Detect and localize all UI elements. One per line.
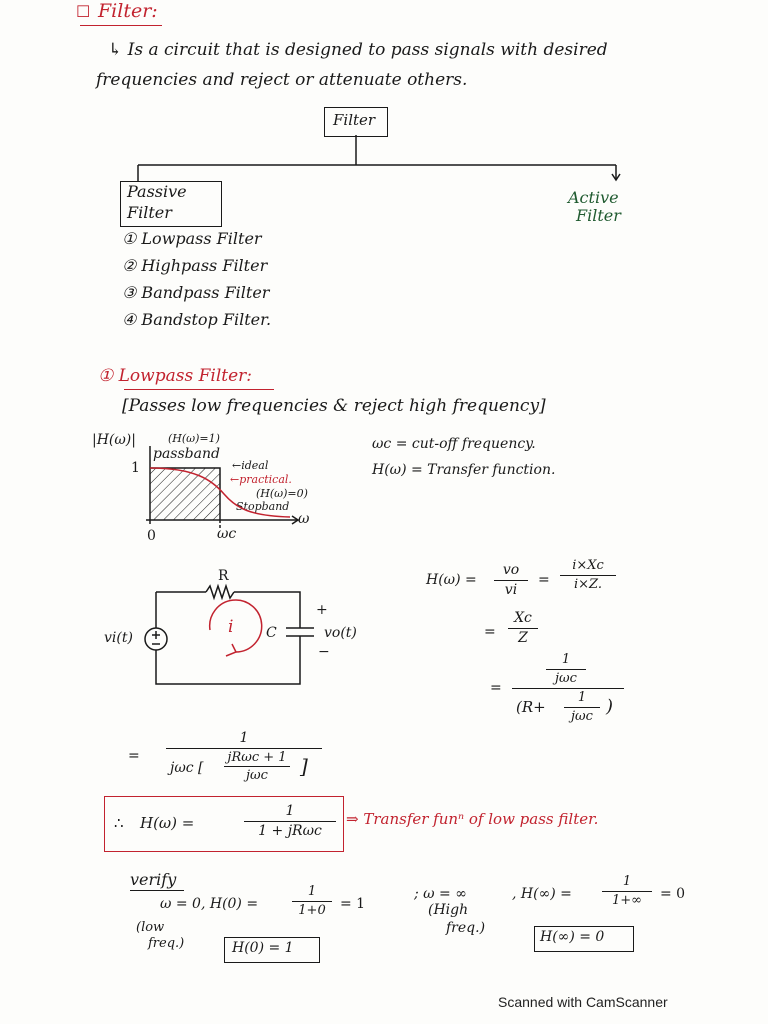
equals-2: = — [484, 624, 496, 640]
output-voltage-label: vo(t) — [324, 625, 357, 641]
fraction-vi: vi — [504, 581, 518, 598]
result-note: ⇒ Transfer funⁿ of low pass filter. — [346, 810, 599, 828]
f5-num: 1 — [577, 690, 587, 706]
title-checkbox-icon: ☐ — [76, 2, 91, 21]
g-prefix: jωc [ — [170, 759, 204, 776]
g-suffix: ] — [300, 753, 308, 778]
verify-case-1: ω = 0, H(0) = — [160, 896, 259, 912]
passive-filter-label-2: Filter — [127, 203, 172, 222]
h0-box-label: H(0) = 1 — [232, 940, 294, 956]
capacitor-label: C — [266, 625, 277, 641]
filter-type-1: ① Lowpass Filter — [122, 229, 262, 248]
definition-line-2: frequencies and reject or attenuate others. — [96, 70, 468, 90]
transfer-function-definition: H(ω) = Transfer function. — [372, 462, 556, 478]
current-label: i — [228, 617, 234, 637]
resistor-label: R — [218, 568, 229, 584]
output-minus-label: − — [318, 644, 330, 660]
filter-type-2: ② Highpass Filter — [122, 256, 268, 275]
tree-connectors — [138, 135, 620, 181]
equals-3: = — [490, 680, 502, 696]
equals-4: = — [128, 748, 140, 764]
fraction-xc: Xc — [514, 610, 532, 626]
frequency-response-graph — [146, 446, 298, 530]
verify-case-2-1: ; ω = ∞ — [414, 886, 467, 902]
case1-den: 1+0 — [298, 902, 326, 918]
graph-one-label: 1 — [131, 460, 140, 476]
fraction-vo: vo — [502, 562, 520, 578]
graph-ideal-label: ←ideal — [232, 459, 269, 472]
h-omega-lhs: H(ω) = — [426, 572, 477, 588]
fraction-iz: i×Z. — [574, 576, 602, 592]
verify-case-2-eq: = 0 — [660, 886, 686, 902]
fraction-ixc: i×Xc — [572, 558, 604, 573]
lowpass-title: ① Lowpass Filter: — [98, 366, 253, 386]
graph-omega-label: ω — [298, 511, 310, 527]
therefore-symbol: ∴ — [114, 814, 124, 832]
passive-filter-label-1: Passive — [127, 182, 187, 201]
graph-origin-label: 0 — [147, 528, 156, 544]
result-lhs: H(ω) = — [140, 814, 195, 832]
result-den: 1 + jRωc — [258, 822, 322, 839]
verify-title: verify — [130, 870, 177, 889]
result-num: 1 — [285, 803, 295, 819]
rc-circuit — [145, 586, 314, 684]
graph-stopband-label: Stopband — [236, 500, 290, 513]
f5-den: jωc — [571, 708, 593, 724]
verify-case-2-2: (High — [428, 902, 469, 918]
graph-practical-label: ←practical. — [230, 473, 292, 486]
graph-y-axis-label: |H(ω)| — [92, 432, 136, 448]
lowpass-description: [Passes low frequencies & reject high frequency] — [122, 396, 546, 416]
definition-line-1: ↳ Is a circuit that is designed to pass signals with desired — [108, 40, 608, 60]
case1-num: 1 — [307, 884, 317, 899]
g-num: 1 — [239, 730, 249, 746]
filter-type-4: ④ Bandstop Filter. — [122, 310, 272, 329]
source-label: vi(t) — [104, 630, 133, 646]
hinf-box-label: H(∞) = 0 — [540, 929, 605, 945]
r-plus-close: ) — [606, 696, 614, 718]
case2-den: 1+∞ — [612, 892, 642, 908]
equals-1: = — [538, 572, 550, 588]
graph-h1-label: (H(ω)=1) — [168, 432, 220, 445]
fraction-z: Z — [518, 629, 528, 646]
active-filter-label-1: Active — [568, 188, 619, 207]
verify-case-1-eq: = 1 — [340, 896, 366, 912]
low-freq-1: (low — [136, 920, 165, 935]
scanner-footer: Scanned with CamScanner — [498, 994, 668, 1010]
page-title: Filter: — [98, 0, 158, 22]
g-inner-den: jωc — [246, 768, 268, 784]
f4-den: jωc — [555, 670, 577, 686]
case2-num: 1 — [622, 874, 632, 889]
graph-h0-label: (H(ω)=0) — [256, 487, 308, 500]
verify-case-2-h: , H(∞) = — [512, 886, 572, 902]
output-plus-label: + — [316, 602, 328, 618]
cutoff-definition: ωc = cut-off frequency. — [372, 436, 536, 452]
filter-root-label: Filter — [333, 111, 376, 129]
f4-num: 1 — [561, 652, 571, 667]
active-filter-label-2: Filter — [576, 206, 621, 225]
r-plus: (R+ — [516, 698, 546, 717]
g-inner-num: jRωc + 1 — [227, 749, 287, 765]
graph-wc-label: ωc — [217, 526, 237, 542]
verify-case-2-3: freq.) — [446, 920, 486, 936]
low-freq-2: freq.) — [148, 936, 185, 951]
graph-passband-label: passband — [153, 446, 220, 462]
filter-type-3: ③ Bandpass Filter — [122, 283, 270, 302]
